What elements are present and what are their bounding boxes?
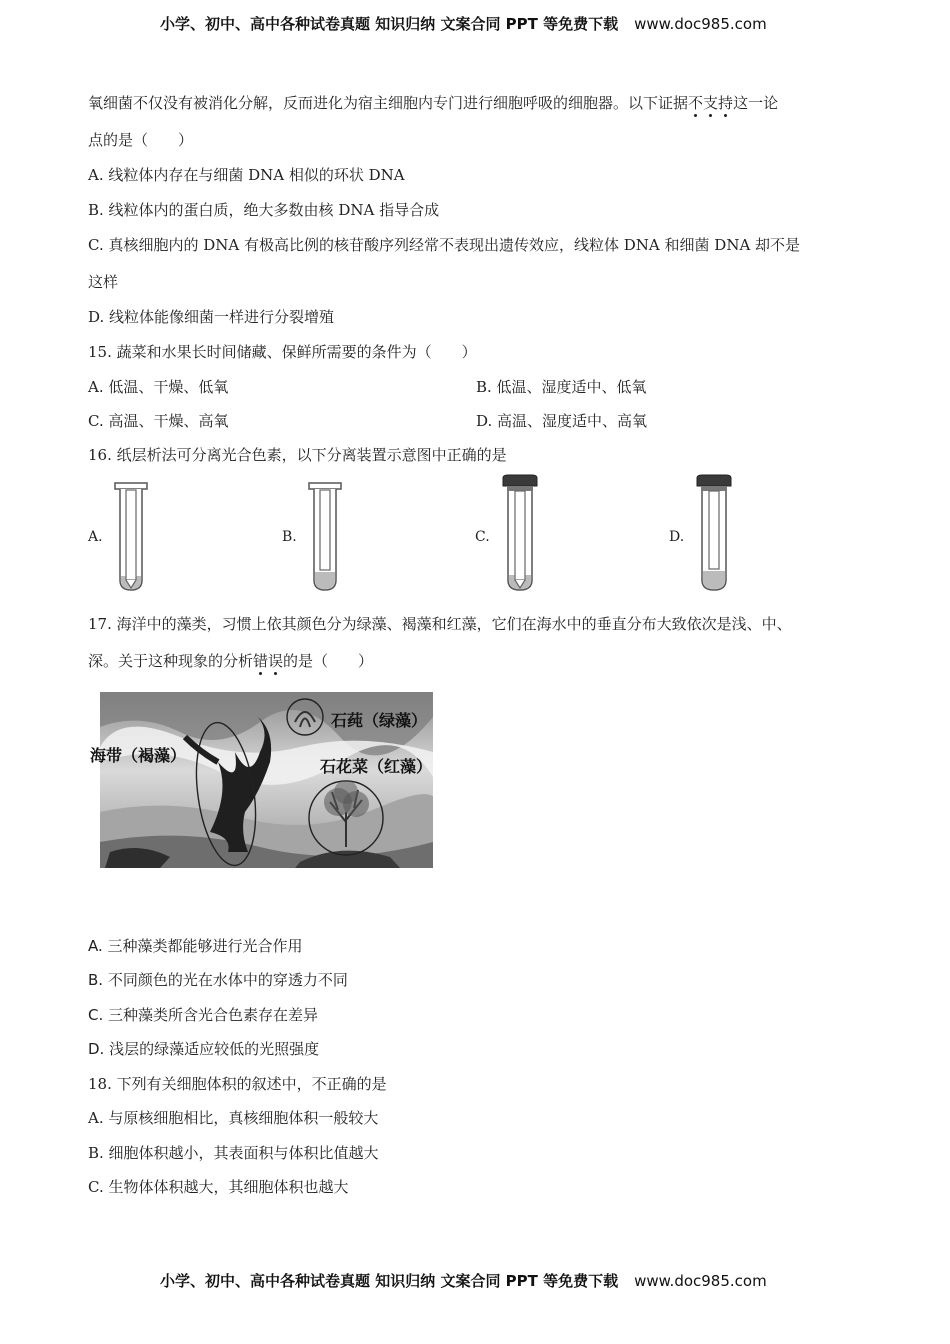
q17-option-b: B. 不同颜色的光在水体中的穿透力不同 [88,971,348,989]
q17-stem-line1: 17. 海洋中的藻类，习惯上依其颜色分为绿藻、褐藻和红藻，它们在海水中的垂直分布大致依次是浅、中、 [88,615,792,633]
q16-label-c: C. [475,529,490,545]
q14-option-a: A. 线粒体内存在与细菌 DNA 相似的环状 DNA [88,166,405,184]
q15-option-d: D. 高温、湿度适中、高氧 [476,412,648,430]
q15-option-c: C. 高温、干燥、高氧 [88,412,229,430]
q18-option-a: A. 与原核细胞相比，真核细胞体积一般较大 [88,1109,379,1127]
q15-option-a: A. 低温、干燥、低氧 [88,378,229,396]
q14-emphasis-char: 持 [718,94,734,112]
q15-option-b: B. 低温、湿度适中、低氧 [476,378,647,396]
label-ulva: 石莼（绿藻） [331,711,428,730]
q17-stem-text: 的是（ ） [283,652,374,670]
q16-label-b: B. [282,529,297,545]
q17-option-d: D. 浅层的绿藻适应较低的光照强度 [88,1040,320,1058]
q16-stem: 16. 纸层析法可分离光合色素，以下分离装置示意图中正确的是 [88,446,507,464]
q17-stem-line2 [88,650,373,671]
q14-option-b: B. 线粒体内的蛋白质，绝大多数由核 DNA 指导合成 [88,201,440,219]
page-header [160,13,767,34]
label-red-algae: 石花菜（红藻） [320,757,433,776]
q14-option-c-cont: 这样 [88,273,119,291]
header-url[interactable]: www.doc985.com [634,15,767,33]
q15-stem: 15. 蔬菜和水果长时间储藏、保鲜所需要的条件为（ ） [88,343,477,361]
q18-option-c: C. 生物体体积越大，其细胞体积也越大 [88,1178,349,1196]
q17-emphasis-char: 错 [253,652,269,670]
header-title: 小学、初中、高中各种试卷真题 知识归纳 文案合同 PPT 等免费下载 [160,15,619,33]
q14-stem-text: 这一论 [733,94,779,112]
page-footer [160,1270,767,1291]
q18-stem: 18. 下列有关细胞体积的叙述中，不正确的是 [88,1075,387,1093]
q16-label-a: A. [88,529,103,545]
tube-a-diagram [112,480,152,595]
footer-url[interactable]: www.doc985.com [634,1272,767,1290]
tube-b-diagram [306,480,346,595]
footer-title: 小学、初中、高中各种试卷真题 知识归纳 文案合同 PPT 等免费下载 [160,1272,619,1290]
tube-d-diagram [694,472,734,595]
tube-c-diagram [500,472,540,595]
q14-option-d: D. 线粒体能像细菌一样进行分裂增殖 [88,308,335,326]
q14-stem-text: 氧细菌不仅没有被消化分解，反而进化为宿主细胞内专门进行细胞呼吸的细胞器。以下证据 [88,94,689,112]
q14-stem-line1 [88,92,778,113]
label-kelp: 海带（褐藻） [90,746,187,765]
q14-option-c: C. 真核细胞内的 DNA 有极高比例的核苷酸序列经常不表现出遗传效应，线粒体 DNA 和细菌 DNA 却不是 [88,236,801,254]
q18-option-b: B. 细胞体积越小，其表面积与体积比值越大 [88,1144,379,1162]
q17-stem-text: 深。关于这种现象的分析 [88,652,254,670]
q14-stem-line2: 点的是（ ） [88,131,194,149]
q14-emphasis-char: 不 [688,94,704,112]
q17-option-a: A. 三种藻类都能够进行光合作用 [88,937,303,955]
q16-label-d: D. [669,529,685,545]
q17-emphasis-char: 误 [268,652,284,670]
q14-emphasis-char: 支 [703,94,719,112]
q17-option-c: C. 三种藻类所含光合色素存在差异 [88,1006,319,1024]
